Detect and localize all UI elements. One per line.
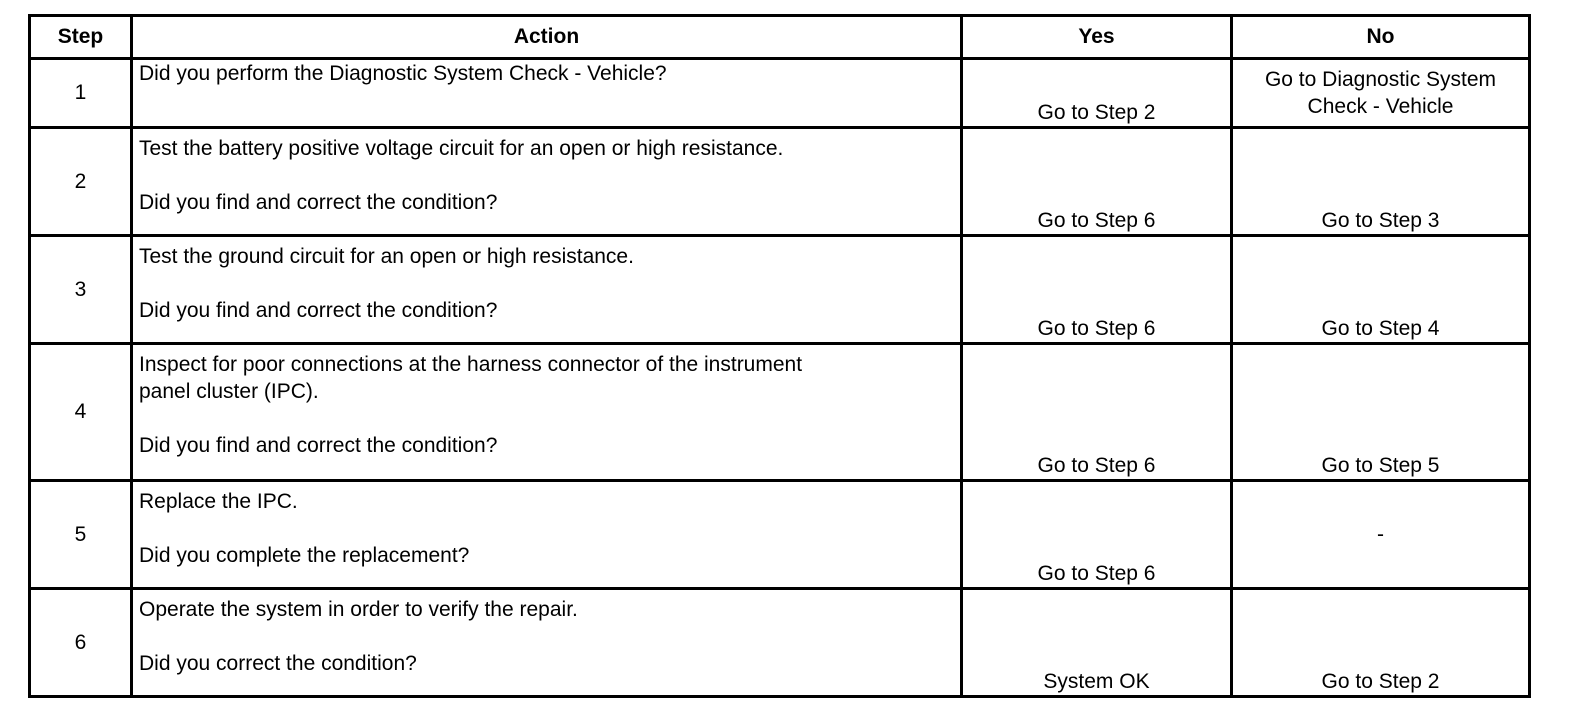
action-question: Did you find and correct the condition? (139, 299, 498, 322)
action-cell (132, 236, 962, 344)
table-row (30, 481, 1530, 589)
no-text-line: Go to Diagnostic System (1264, 68, 1497, 91)
diagnostic-table (28, 14, 1531, 698)
action-cell (132, 128, 962, 236)
table-row (30, 59, 1530, 128)
step-number: 3 (30, 236, 132, 344)
action-cell (132, 589, 962, 697)
action-text: Replace the IPC. (139, 490, 298, 513)
header-step: Step (30, 16, 132, 59)
action-question: Did you find and correct the condition? (139, 191, 498, 214)
action-text: Inspect for poor connections at the harness connector of the instrument (139, 353, 803, 376)
no-cell (1232, 59, 1530, 128)
step-number: 2 (30, 128, 132, 236)
action-text: panel cluster (IPC). (139, 380, 319, 403)
action-text: Did you perform the Diagnostic System Check - Vehicle? (139, 62, 667, 85)
yes-cell: Go to Step 6 (962, 481, 1232, 589)
action-question: Did you correct the condition? (139, 652, 417, 675)
yes-cell: System OK (962, 589, 1232, 697)
action-cell (132, 59, 962, 128)
action-question: Did you complete the replacement? (139, 544, 470, 567)
no-cell: - (1232, 481, 1530, 589)
step-number: 4 (30, 344, 132, 481)
no-cell: Go to Step 4 (1232, 236, 1530, 344)
yes-cell: Go to Step 2 (962, 59, 1232, 128)
action-cell (132, 481, 962, 589)
header-yes: Yes (962, 16, 1232, 59)
header-action: Action (132, 16, 962, 59)
action-cell (132, 344, 962, 481)
step-number: 6 (30, 589, 132, 697)
yes-cell: Go to Step 6 (962, 344, 1232, 481)
table-row (30, 128, 1530, 236)
yes-cell: Go to Step 6 (962, 128, 1232, 236)
step-number: 1 (30, 59, 132, 128)
step-number: 5 (30, 481, 132, 589)
action-text: Operate the system in order to verify the repair. (139, 598, 578, 621)
no-text-line: Check - Vehicle (1307, 95, 1454, 118)
action-question: Did you find and correct the condition? (139, 434, 498, 457)
header-row (30, 16, 1530, 59)
table-row (30, 236, 1530, 344)
yes-cell: Go to Step 6 (962, 236, 1232, 344)
table-row (30, 589, 1530, 697)
no-cell: Go to Step 3 (1232, 128, 1530, 236)
no-cell: Go to Step 5 (1232, 344, 1530, 481)
action-text: Test the battery positive voltage circuit for an open or high resistance. (139, 137, 784, 160)
table-row (30, 344, 1530, 481)
header-no: No (1232, 16, 1530, 59)
action-text: Test the ground circuit for an open or high resistance. (139, 245, 634, 268)
no-cell: Go to Step 2 (1232, 589, 1530, 697)
